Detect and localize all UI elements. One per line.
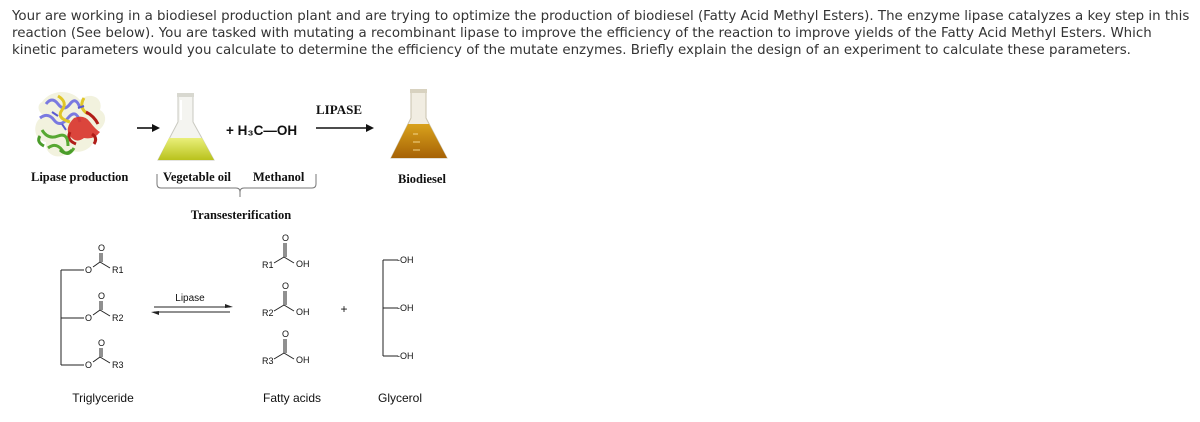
hydroxyl-label: OH — [296, 307, 310, 317]
carbonyl-oxygen-label: O — [282, 281, 290, 291]
question-text: Your are working in a biodiesel production plant and are trying to optimize the production of biodiesel (Fatty Acid Methyl Esters). The enzyme lipase catalyzes a key step in this reaction (See below). You are tasked with mutating a recombinant lipase to improve the efficiency of the reaction to improve yields of the Fatty Acid Methyl Esters. Which kinetic parameters would you calculate to determine the efficiency of the mutate enzymes. Briefly explain the design of an experiment to calculate these parameters. — [12, 9, 1190, 58]
r-group-label: R3 — [112, 360, 124, 370]
label-triglyceride: Triglyceride — [72, 391, 134, 405]
r-group-label: R1 — [262, 260, 274, 270]
glycerol-structure — [383, 255, 414, 361]
carbonyl-oxygen-label: O — [98, 291, 106, 301]
glycerol-hydroxyl-label: -OH — [397, 351, 414, 361]
glycerol-hydroxyl-label: -OH — [397, 303, 414, 313]
label-lipase-production: Lipase production — [31, 170, 129, 184]
biodiesel-flask-icon — [391, 89, 447, 158]
label-fatty-acids: Fatty acids — [262, 391, 322, 405]
plus-sign: + — [340, 302, 348, 316]
hydroxyl-label: OH — [296, 355, 310, 365]
triglyceride-structure — [61, 243, 124, 370]
vegetable-oil-flask-icon — [158, 93, 214, 160]
ester-oxygen-label: O — [85, 313, 93, 323]
carbonyl-oxygen-label: O — [282, 329, 290, 339]
carbonyl-oxygen-label: O — [98, 338, 106, 348]
label-vegetable-oil: Vegetable oil — [163, 170, 231, 184]
r-group-label: R2 — [262, 308, 274, 318]
ester-oxygen-label: O — [85, 265, 93, 275]
label-methanol: Methanol — [253, 170, 305, 184]
equilibrium-arrows-icon — [151, 304, 233, 315]
glycerol-hydroxyl-label: -OH — [397, 255, 414, 265]
label-biodiesel: Biodiesel — [398, 172, 446, 186]
label-transesterification: Transesterification — [190, 208, 292, 222]
r-group-label: R3 — [262, 356, 274, 366]
ester-oxygen-label: O — [85, 360, 93, 370]
fatty-acids-structure — [262, 233, 310, 366]
carbonyl-oxygen-label: O — [282, 233, 290, 243]
methanol-formula: + H₃C—OH — [226, 123, 298, 138]
hydroxyl-label: OH — [296, 259, 310, 269]
lipase-arrow-label: LIPASE — [316, 102, 362, 117]
lipase-protein-structure-image — [35, 92, 105, 156]
carbonyl-oxygen-label: O — [98, 243, 106, 253]
r-group-label: R1 — [112, 265, 124, 275]
r-group-label: R2 — [112, 313, 124, 323]
arrow-icon — [137, 124, 160, 132]
reaction-arrow-icon — [316, 124, 374, 132]
equilibrium-lipase-label: Lipase — [175, 293, 205, 304]
label-glycerol: Glycerol — [377, 391, 423, 405]
